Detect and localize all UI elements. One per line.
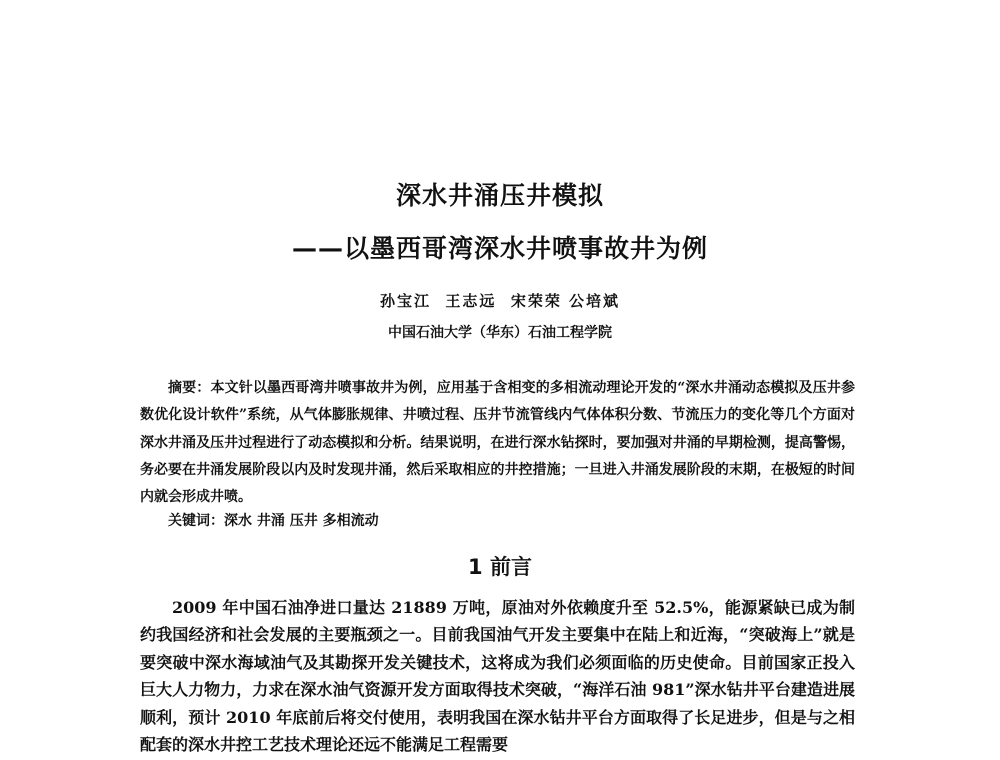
paper-title: 深水井涌压井模拟 — [395, 181, 604, 210]
paper-subtitle: ——以墨西哥湾深水井喷事故井为例 — [291, 234, 708, 263]
keywords — [168, 510, 379, 530]
author-list: 孙宝江 王志远 宋荣荣 公培斌 — [379, 292, 621, 310]
section-heading: 1 前言 — [468, 555, 532, 579]
abstract — [140, 375, 855, 511]
abstract-text: 本文针以墨西哥湾井喷事故井为例，应用基于含相变的多相流动理论开发的“深水井涌动态模拟及压井参数优化设计软件”系统，从气体膨胀规律、井喷过程、压井节流管线内气体体积分数、节流压力的变化等几个方面对深水井涌及压井过程进行了动态模拟和分析。结果说明，在进行深水钻探时，要加强对井涌的早期检测，提高警惕，务必要在井涌发展阶段以内及时发现井涌，然后采取相应的井控措施；一旦进入井涌发展阶段的末期，在极短的时间内就会形成井喷。 — [140, 380, 855, 506]
keywords-text: 深水 井涌 压井 多相流动 — [224, 513, 379, 529]
author-affiliation: 中国石油大学（华东）石油工程学院 — [388, 325, 612, 341]
keywords-label: 关键词： — [168, 513, 224, 529]
abstract-label: 摘要： — [168, 380, 211, 396]
section-paragraph: 2009 年中国石油净进口量达 21889 万吨，原油对外依赖度升至 52.5%，能源紧缺已成为制约我国经济和社会发展的主要瓶颈之一。目前我国油气开发主要集中在陆上和近海，“突破海上”就是要突破中深水海域油气及其勘探开发关键技术，这将成为我们必须面临的历史使命。目前国家正投入巨大人力物力，力求在深水油气资源开发方面取得技术突破，“海洋石油 981”深水钻井平台建造进展顺利，预计 2010 年底前后将交付使用，表明我国在深水钻井平台方面取得了长足进步，但是与之相配套的深水井控工艺技术理论还远不能满足工程需要 — [140, 598, 855, 755]
